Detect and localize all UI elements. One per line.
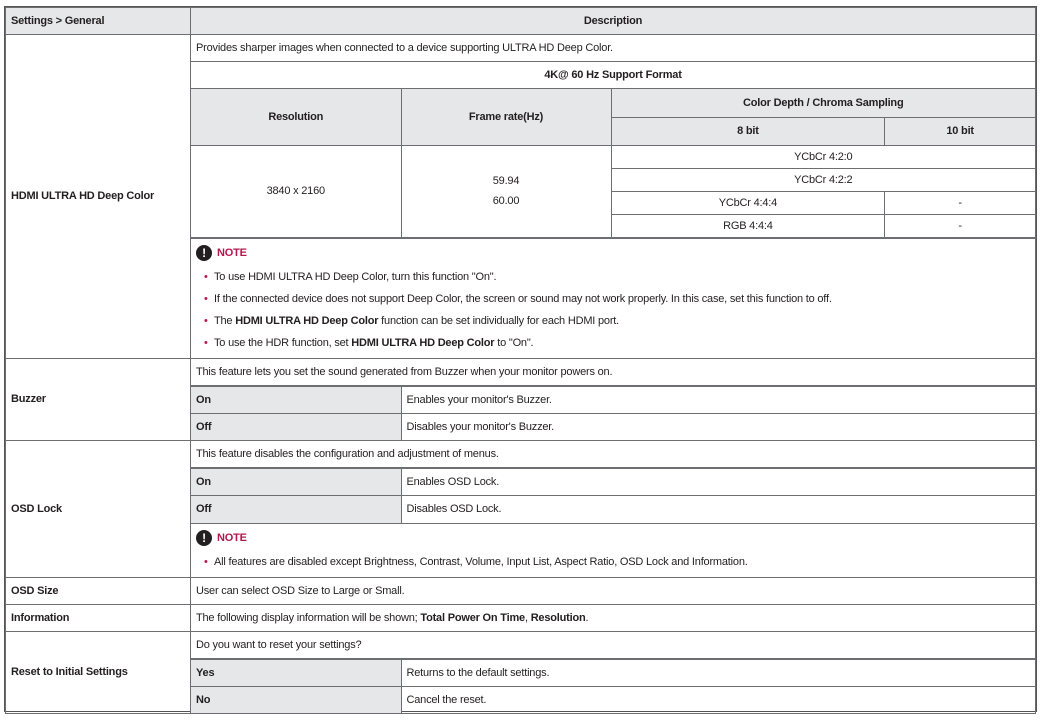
buzzer-off-key: Off (191, 413, 401, 440)
osd-lock-options (191, 468, 1035, 523)
header-description: Description (191, 8, 1036, 35)
hdmi-note-title: NOTE (217, 246, 247, 259)
cell-resolution: 3840 x 2160 (191, 145, 401, 237)
desc-buzzer (191, 358, 1036, 441)
cell-ycbcr-422: YCbCr 4:2:2 (611, 168, 1035, 191)
col-8bit: 8 bit (611, 117, 885, 145)
buzzer-intro: This feature lets you set the sound generated from Buzzer when your monitor powers on. (191, 359, 1035, 386)
buzzer-on-value: Enables your monitor's Buzzer. (401, 386, 1035, 413)
label-reset: Reset to Initial Settings (6, 631, 191, 714)
osd-lock-off-key: Off (191, 496, 401, 523)
exclamation-circle-icon: ! (196, 245, 212, 261)
exclamation-circle-icon: ! (196, 530, 212, 546)
osd-lock-note-item-1: • All features are disabled except Brightness, Contrast, Volume, Input List, Aspect Ratio, OSD Lock and Information. (204, 551, 1030, 573)
row-reset (6, 631, 1036, 714)
desc-osd-size: User can select OSD Size to Large or Small. (191, 577, 1036, 604)
support-format-table (191, 89, 1035, 238)
col-10bit: 10 bit (885, 117, 1035, 145)
row-osd-lock (6, 441, 1036, 578)
settings-general-table (5, 7, 1036, 714)
hdmi-note-item-2: • If the connected device does not support Deep Color, the screen or sound may not work properly. In this case, set this function to off. (204, 288, 1030, 310)
hdmi-note (191, 238, 1035, 358)
label-hdmi-deep-color: HDMI ULTRA HD Deep Color (6, 35, 191, 359)
cell-framerate (401, 145, 611, 237)
reset-intro: Do you want to reset your settings? (191, 632, 1035, 659)
hdmi-intro: Provides sharper images when connected to a device supporting ULTRA HD Deep Color. (191, 35, 1035, 62)
row-hdmi-deep-color (6, 35, 1036, 359)
osd-lock-note-title: NOTE (217, 531, 247, 544)
framerate-2: 60.00 (492, 195, 520, 207)
header-settings-general: Settings > General (6, 8, 191, 35)
cell-rgb-444-8bit: RGB 4:4:4 (611, 214, 885, 237)
row-buzzer (6, 358, 1036, 441)
cell-ycbcr-444-10bit: - (885, 191, 1035, 214)
settings-table-sheet (4, 6, 1037, 712)
format-title: 4K@ 60 Hz Support Format (191, 62, 1035, 89)
reset-no-value: Cancel the reset. (401, 686, 1035, 713)
hdmi-note-item-1: • To use HDMI ULTRA HD Deep Color, turn this function "On". (204, 266, 1030, 288)
cell-ycbcr-444-8bit: YCbCr 4:4:4 (611, 191, 885, 214)
reset-yes-key: Yes (191, 659, 401, 686)
col-color-depth: Color Depth / Chroma Sampling (611, 89, 1035, 117)
hdmi-note-item-4: • To use the HDR function, set HDMI ULTRA HD Deep Color to "On". (204, 332, 1030, 354)
desc-reset (191, 631, 1036, 714)
osd-lock-intro: This feature disables the configuration and adjustment of menus. (191, 441, 1035, 468)
osd-lock-on-key: On (191, 469, 401, 496)
framerate-1: 59.94 (492, 175, 520, 187)
osd-lock-off-value: Disables OSD Lock. (401, 496, 1035, 523)
label-osd-lock: OSD Lock (6, 441, 191, 578)
row-osd-size (6, 577, 1036, 604)
desc-information: The following display information will be shown; Total Power On Time, Resolution. (191, 604, 1036, 631)
osd-lock-note-list (196, 551, 1030, 573)
label-buzzer: Buzzer (6, 358, 191, 441)
label-osd-size: OSD Size (6, 577, 191, 604)
osd-lock-on-value: Enables OSD Lock. (401, 469, 1035, 496)
desc-hdmi-deep-color (191, 35, 1036, 359)
hdmi-note-item-3: • The HDMI ULTRA HD Deep Color function can be set individually for each HDMI port. (204, 310, 1030, 332)
hdmi-note-list (196, 266, 1030, 354)
row-information (6, 604, 1036, 631)
reset-no-key: No (191, 686, 401, 713)
osd-lock-note (191, 523, 1035, 577)
cell-ycbcr-420: YCbCr 4:2:0 (611, 145, 1035, 168)
buzzer-on-key: On (191, 386, 401, 413)
desc-osd-lock (191, 441, 1036, 578)
col-resolution: Resolution (191, 89, 401, 145)
col-framerate: Frame rate(Hz) (401, 89, 611, 145)
reset-options (191, 659, 1035, 714)
reset-yes-value: Returns to the default settings. (401, 659, 1035, 686)
buzzer-off-value: Disables your monitor's Buzzer. (401, 413, 1035, 440)
buzzer-options (191, 386, 1035, 441)
label-information: Information (6, 604, 191, 631)
cell-rgb-444-10bit: - (885, 214, 1035, 237)
